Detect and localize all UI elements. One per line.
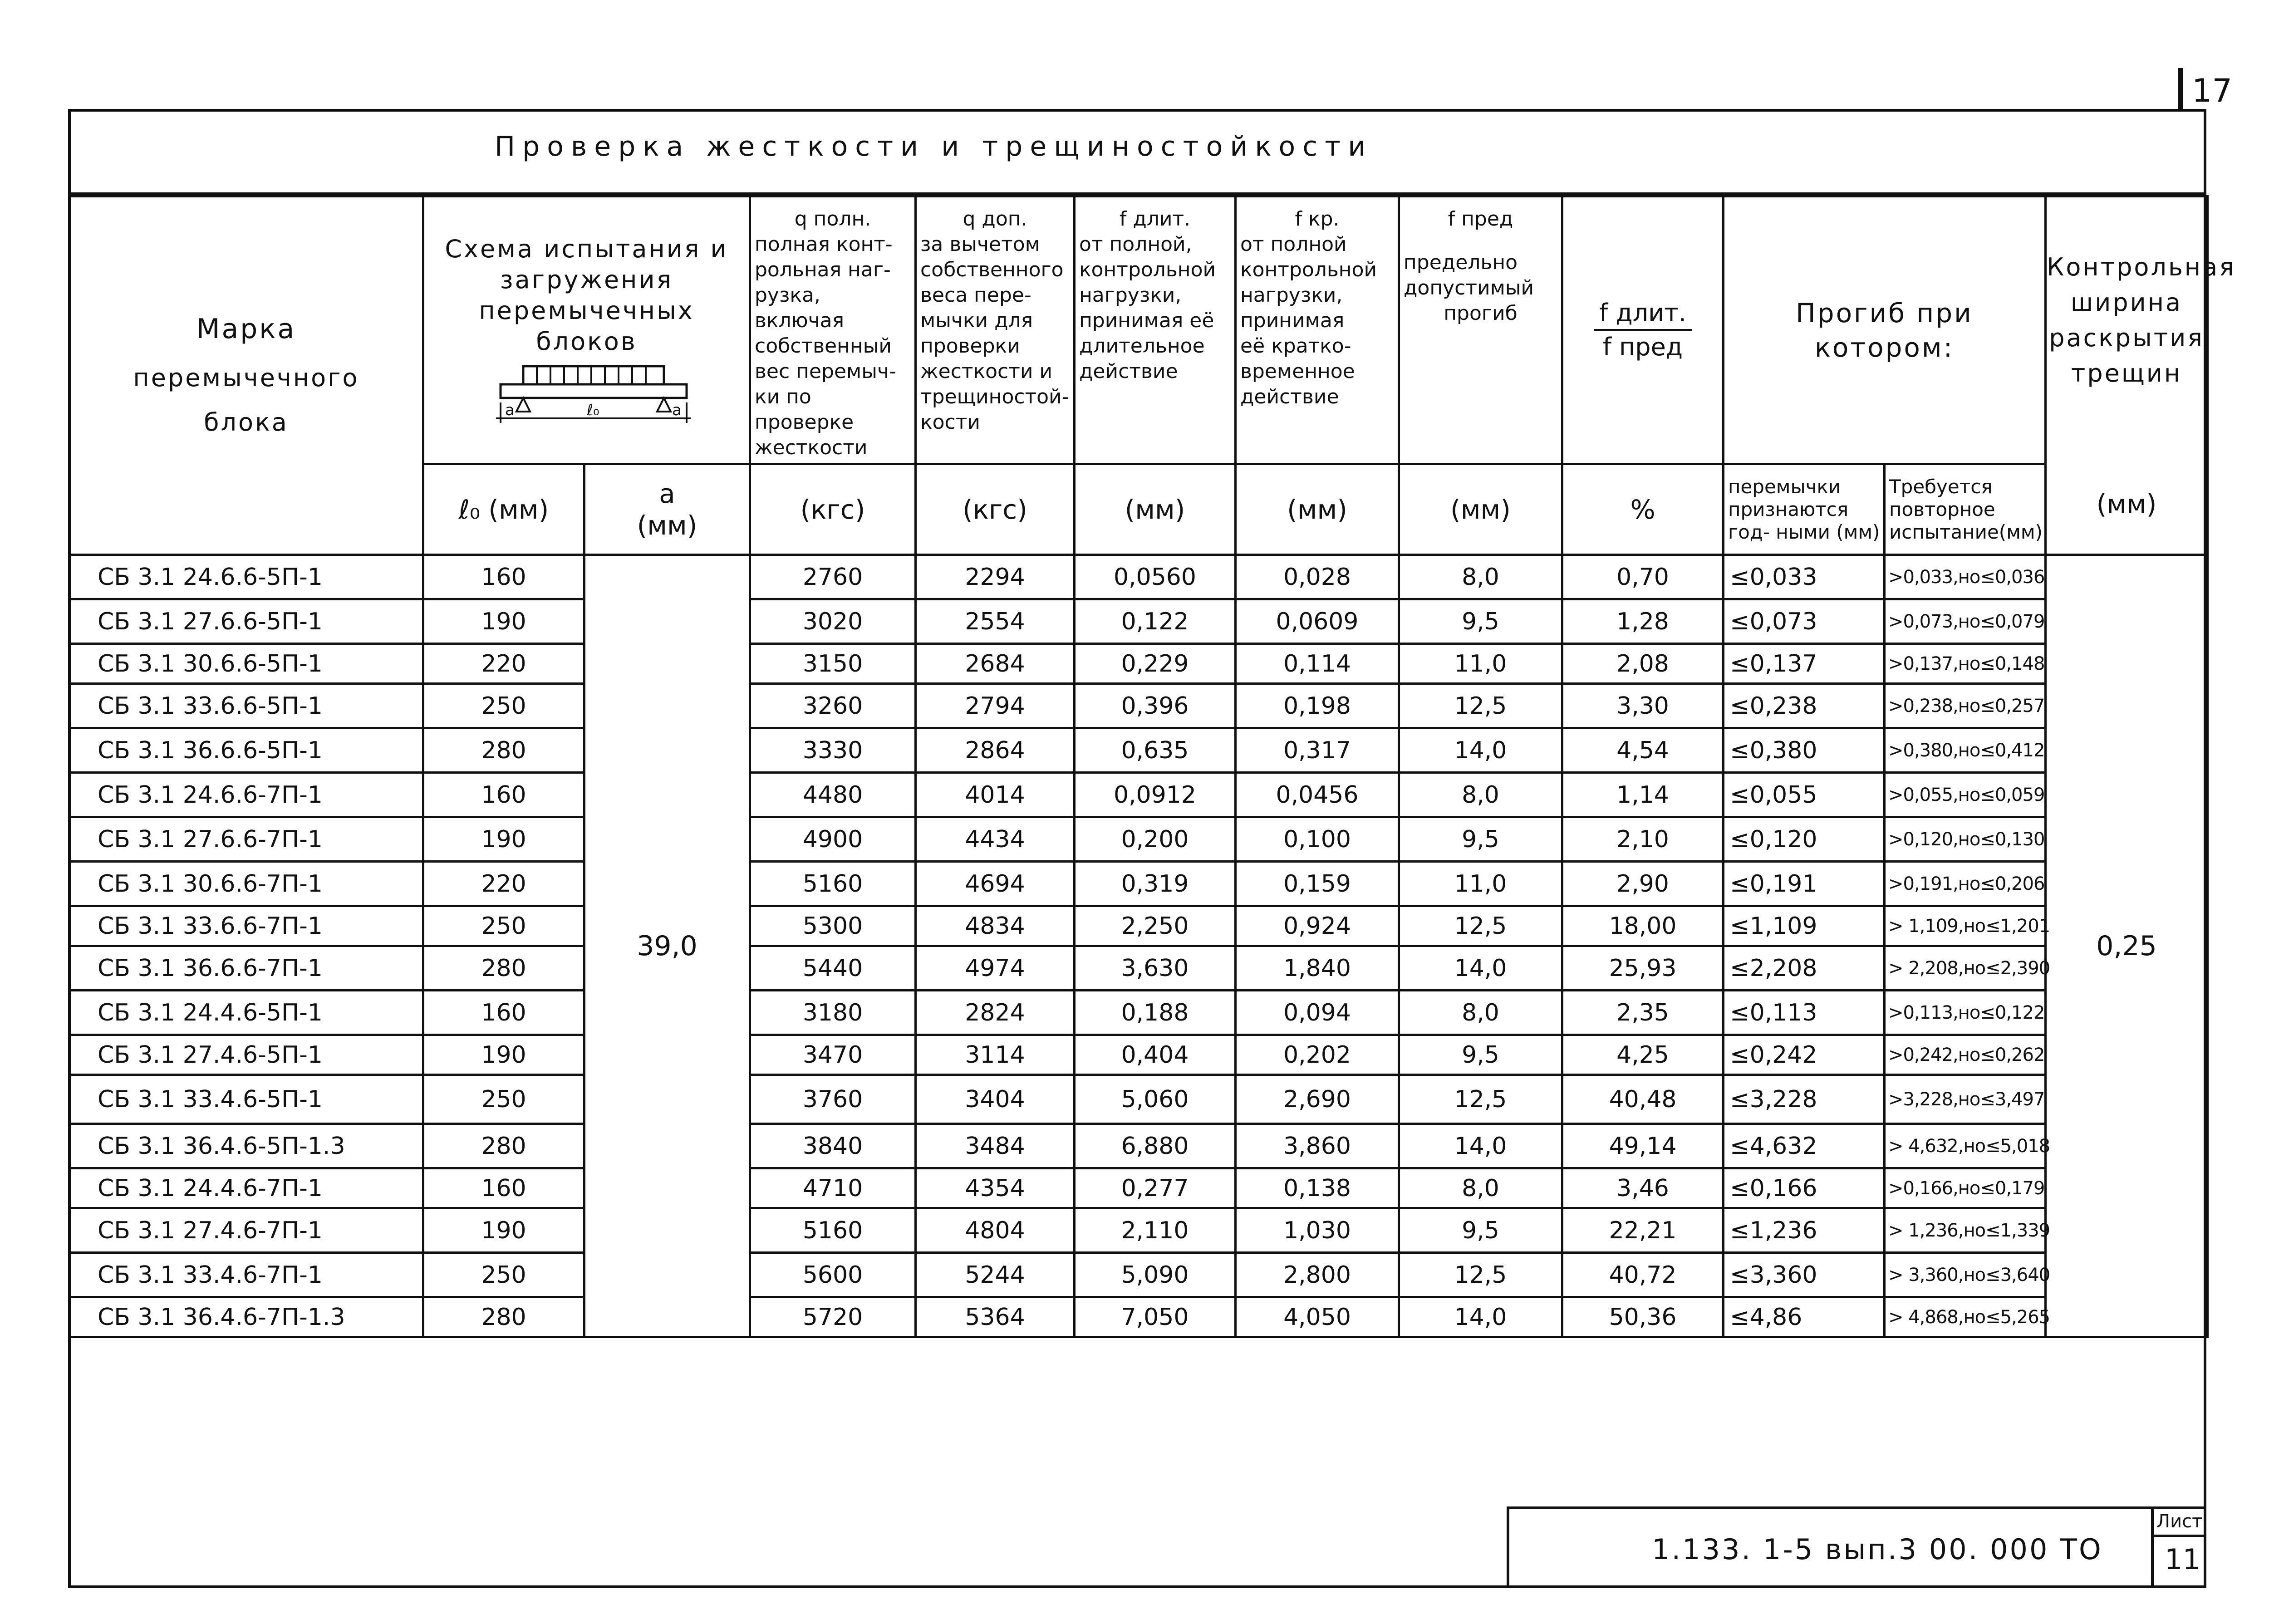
cell-f-limit: 14,0 <box>1399 1297 1562 1337</box>
cell-q-full: 3470 <box>750 1035 916 1075</box>
cell-q-full: 5160 <box>750 1208 916 1253</box>
cell-f-short: 0,317 <box>1236 728 1399 773</box>
crack-line2: ширина <box>2070 288 2183 317</box>
cell-accepted: ≤3,360 <box>1724 1253 1885 1297</box>
cell-retest: > 1,109,но≤1,201 <box>1885 906 2046 946</box>
cell-lo: 250 <box>423 684 584 728</box>
cell-retest: >0,120,но≤0,130 <box>1885 817 2046 862</box>
accepted-header: перемычки признаются год- ными (мм) <box>1724 464 1885 555</box>
cell-retest: >0,191,но≤0,206 <box>1885 862 2046 906</box>
q-full-header <box>750 196 916 464</box>
cell-ratio: 3,46 <box>1562 1168 1724 1208</box>
sheet-value: 11 <box>2165 1543 2200 1576</box>
cell-f-limit: 8,0 <box>1399 991 1562 1035</box>
crack-header <box>2046 196 2236 555</box>
f-limit-unit: (мм) <box>1399 464 1562 555</box>
f-short-line6: временное <box>1240 360 1355 383</box>
cell-f-limit: 12,5 <box>1399 1253 1562 1297</box>
q-full-line2: рольная наг- <box>755 258 891 281</box>
cell-q-full: 3330 <box>750 728 916 773</box>
cell-q-add: 2554 <box>916 599 1075 644</box>
cell-q-add: 3404 <box>916 1075 1075 1124</box>
cell-mark: СБ 3.1 24.6.6-7П-1 <box>69 773 423 817</box>
mark-header <box>69 196 423 555</box>
f-short-line3: нагрузки, <box>1240 284 1343 307</box>
cell-f-limit: 14,0 <box>1399 1124 1562 1168</box>
document-title: Проверка жесткости и трещиностойкости <box>495 131 1373 162</box>
loading-scheme-icon <box>469 362 705 430</box>
ratio-header <box>1562 196 1724 464</box>
cell-lo: 250 <box>423 1075 584 1124</box>
cell-mark: СБ 3.1 30.6.6-5П-1 <box>69 644 423 684</box>
f-long-header <box>1075 196 1236 464</box>
cell-f-long: 0,277 <box>1075 1168 1236 1208</box>
cell-f-short: 0,0456 <box>1236 773 1399 817</box>
cell-retest: > 2,208,но≤2,390 <box>1885 946 2046 991</box>
table-row <box>69 946 2208 991</box>
cell-lo: 160 <box>423 1168 584 1208</box>
cell-mark: СБ 3.1 33.4.6-5П-1 <box>69 1075 423 1124</box>
cell-ratio: 50,36 <box>1562 1297 1724 1337</box>
crack-line1: Контрольная <box>2047 253 2236 281</box>
ratio-fraction <box>1594 297 1692 363</box>
f-short-line2: контрольной <box>1240 258 1377 281</box>
cell-f-short: 4,050 <box>1236 1297 1399 1337</box>
cell-q-full: 3760 <box>750 1075 916 1124</box>
cell-f-long: 0,188 <box>1075 991 1236 1035</box>
cell-f-long: 0,319 <box>1075 862 1236 906</box>
table-row <box>69 684 2208 728</box>
cell-ratio: 2,90 <box>1562 862 1724 906</box>
cell-retest: > 4,632,но≤5,018 <box>1885 1124 2046 1168</box>
f-long-line6: действие <box>1079 360 1178 383</box>
cell-retest: >0,137,но≤0,148 <box>1885 644 2046 684</box>
cell-q-full: 4480 <box>750 773 916 817</box>
cell-accepted: ≤0,191 <box>1724 862 1885 906</box>
table-row <box>69 555 2208 599</box>
ratio-denominator: f пред <box>1602 333 1683 361</box>
cell-f-limit: 9,5 <box>1399 1208 1562 1253</box>
cell-q-full: 3840 <box>750 1124 916 1168</box>
table-row <box>69 817 2208 862</box>
cell-accepted: ≤1,236 <box>1724 1208 1885 1253</box>
cell-q-full: 5300 <box>750 906 916 946</box>
cell-f-long: 0,122 <box>1075 599 1236 644</box>
f-long-line2: контрольной <box>1079 258 1216 281</box>
table-row <box>69 862 2208 906</box>
cell-f-limit: 8,0 <box>1399 555 1562 599</box>
cell-q-full: 2760 <box>750 555 916 599</box>
cell-mark: СБ 3.1 36.6.6-5П-1 <box>69 728 423 773</box>
crack-unit: (мм) <box>2096 489 2157 520</box>
deflection-header <box>1724 196 2046 464</box>
cell-mark: СБ 3.1 30.6.6-7П-1 <box>69 862 423 906</box>
f-limit-header <box>1399 196 1562 464</box>
table-row <box>69 1075 2208 1124</box>
cell-lo: 220 <box>423 644 584 684</box>
cell-retest: >0,055,но≤0,059 <box>1885 773 2046 817</box>
cell-f-long: 0,396 <box>1075 684 1236 728</box>
f-limit-line2: допустимый <box>1404 276 1534 299</box>
q-add-line4: мычки для <box>920 309 1033 332</box>
cell-f-short: 0,924 <box>1236 906 1399 946</box>
cell-retest: >0,073,но≤0,079 <box>1885 599 2046 644</box>
cell-f-long: 7,050 <box>1075 1297 1236 1337</box>
cell-f-short: 1,840 <box>1236 946 1399 991</box>
cell-f-short: 0,100 <box>1236 817 1399 862</box>
mark-header-line3: блока <box>204 407 289 437</box>
q-add-line7: трещиностой- <box>920 385 1069 408</box>
table-row <box>69 1208 2208 1253</box>
cell-f-limit: 11,0 <box>1399 862 1562 906</box>
cell-ratio: 2,35 <box>1562 991 1724 1035</box>
cell-f-long: 0,635 <box>1075 728 1236 773</box>
q-add-line5: проверки <box>920 334 1020 358</box>
cell-f-limit: 8,0 <box>1399 1168 1562 1208</box>
cell-accepted: ≤0,073 <box>1724 599 1885 644</box>
cell-ratio: 0,70 <box>1562 555 1724 599</box>
f-long-symbol: f длит. <box>1119 207 1191 231</box>
cell-f-long: 0,0912 <box>1075 773 1236 817</box>
cell-lo: 190 <box>423 1035 584 1075</box>
q-full-line4: собственный <box>755 334 892 358</box>
cell-mark: СБ 3.1 33.6.6-7П-1 <box>69 906 423 946</box>
cell-f-limit: 12,5 <box>1399 684 1562 728</box>
cell-lo: 280 <box>423 728 584 773</box>
cell-ratio: 4,25 <box>1562 1035 1724 1075</box>
mark-header-line1: Марка <box>196 313 296 345</box>
a-value-cell: 39,0 <box>584 555 750 1337</box>
sheet-number: 17 <box>2192 72 2233 109</box>
cell-lo: 280 <box>423 1124 584 1168</box>
cell-ratio: 25,93 <box>1562 946 1724 991</box>
cell-f-short: 0,198 <box>1236 684 1399 728</box>
q-add-symbol: q доп. <box>963 207 1027 231</box>
cell-f-short: 0,0609 <box>1236 599 1399 644</box>
f-limit-symbol: f пред <box>1448 207 1513 231</box>
stiffness-table <box>68 195 2236 1338</box>
cell-ratio: 3,30 <box>1562 684 1724 728</box>
cell-retest: >0,033,но≤0,036 <box>1885 555 2046 599</box>
cell-retest: > 4,868,но≤5,265 <box>1885 1297 2046 1337</box>
cell-retest: >0,113,но≤0,122 <box>1885 991 2046 1035</box>
crack-line4: трещин <box>2071 359 2182 388</box>
cell-accepted: ≤0,055 <box>1724 773 1885 817</box>
q-full-line7: жесткости <box>755 436 868 459</box>
cell-ratio: 18,00 <box>1562 906 1724 946</box>
ratio-unit: % <box>1562 464 1724 555</box>
cell-f-short: 2,690 <box>1236 1075 1399 1124</box>
f-long-line5: длительное <box>1079 334 1205 358</box>
cell-f-limit: 9,5 <box>1399 817 1562 862</box>
cell-lo: 250 <box>423 1253 584 1297</box>
q-add-line2: собственного <box>920 258 1064 281</box>
cell-ratio: 1,28 <box>1562 599 1724 644</box>
cell-q-add: 2294 <box>916 555 1075 599</box>
cell-f-limit: 14,0 <box>1399 946 1562 991</box>
cell-mark: СБ 3.1 36.4.6-7П-1.3 <box>69 1297 423 1337</box>
table-row <box>69 991 2208 1035</box>
q-add-line1: за вычетом <box>920 233 1040 256</box>
cell-ratio: 2,08 <box>1562 644 1724 684</box>
cell-f-short: 0,094 <box>1236 991 1399 1035</box>
cell-f-long: 5,090 <box>1075 1253 1236 1297</box>
cell-f-limit: 9,5 <box>1399 599 1562 644</box>
cell-accepted: ≤1,109 <box>1724 906 1885 946</box>
cell-q-add: 2864 <box>916 728 1075 773</box>
table-body <box>69 555 2208 1337</box>
a-unit: a (мм) <box>584 464 750 555</box>
cell-mark: СБ 3.1 36.6.6-7П-1 <box>69 946 423 991</box>
ratio-numerator: f длит. <box>1594 297 1692 331</box>
crack-title <box>2047 252 2236 389</box>
cell-f-long: 0,200 <box>1075 817 1236 862</box>
cell-q-add: 2824 <box>916 991 1075 1035</box>
cell-q-full: 5600 <box>750 1253 916 1297</box>
cell-ratio: 22,21 <box>1562 1208 1724 1253</box>
cell-q-add: 2794 <box>916 684 1075 728</box>
cell-ratio: 49,14 <box>1562 1124 1724 1168</box>
cell-ratio: 4,54 <box>1562 728 1724 773</box>
f-short-unit: (мм) <box>1236 464 1399 555</box>
q-full-unit: (кгс) <box>750 464 916 555</box>
cell-q-add: 5244 <box>916 1253 1075 1297</box>
cell-lo: 190 <box>423 817 584 862</box>
cell-lo: 160 <box>423 991 584 1035</box>
cell-accepted: ≤4,632 <box>1724 1124 1885 1168</box>
cell-ratio: 40,48 <box>1562 1075 1724 1124</box>
cell-f-long: 0,229 <box>1075 644 1236 684</box>
q-full-line3: рузка, включая <box>755 284 845 332</box>
f-long-unit: (мм) <box>1075 464 1236 555</box>
cell-f-short: 3,860 <box>1236 1124 1399 1168</box>
cell-accepted: ≤0,238 <box>1724 684 1885 728</box>
cell-f-long: 0,0560 <box>1075 555 1236 599</box>
cell-lo: 280 <box>423 1297 584 1337</box>
scheme-title: Схема испытания и загружения перемычечных блоков <box>445 235 728 356</box>
cell-accepted: ≤4,86 <box>1724 1297 1885 1337</box>
table-row <box>69 906 2208 946</box>
cell-f-short: 1,030 <box>1236 1208 1399 1253</box>
sheet-label-rule <box>2151 1535 2206 1537</box>
table-row <box>69 644 2208 684</box>
cell-q-add: 4354 <box>916 1168 1075 1208</box>
cell-q-full: 3150 <box>750 644 916 684</box>
table-row <box>69 728 2208 773</box>
table-row <box>69 1124 2208 1168</box>
cell-q-add: 4804 <box>916 1208 1075 1253</box>
svg-text:ℓ₀: ℓ₀ <box>586 401 599 419</box>
cell-ratio: 2,10 <box>1562 817 1724 862</box>
crack-line3: раскрытия <box>2049 324 2204 352</box>
cell-mark: СБ 3.1 24.4.6-7П-1 <box>69 1168 423 1208</box>
cell-q-add: 5364 <box>916 1297 1075 1337</box>
cell-lo: 160 <box>423 555 584 599</box>
cell-lo: 190 <box>423 599 584 644</box>
mark-header-line2: перемычечного <box>133 363 359 392</box>
cell-mark: СБ 3.1 27.4.6-5П-1 <box>69 1035 423 1075</box>
cell-f-limit: 12,5 <box>1399 1075 1562 1124</box>
q-full-line6: ки по проверке <box>755 385 854 434</box>
f-short-header <box>1236 196 1399 464</box>
q-full-symbol: q полн. <box>794 207 871 231</box>
q-add-line3: веса пере- <box>920 284 1031 307</box>
cell-q-full: 3180 <box>750 991 916 1035</box>
cell-lo: 280 <box>423 946 584 991</box>
f-long-line4: принимая её <box>1079 309 1214 332</box>
stamp-divider <box>2151 1506 2154 1588</box>
cell-mark: СБ 3.1 36.4.6-5П-1.3 <box>69 1124 423 1168</box>
table-row <box>69 773 2208 817</box>
cell-q-add: 3484 <box>916 1124 1075 1168</box>
cell-f-short: 0,028 <box>1236 555 1399 599</box>
cell-q-full: 5440 <box>750 946 916 991</box>
cell-f-short: 0,159 <box>1236 862 1399 906</box>
sheet-number-rule <box>2178 68 2183 109</box>
cell-ratio: 1,14 <box>1562 773 1724 817</box>
cell-mark: СБ 3.1 27.6.6-7П-1 <box>69 817 423 862</box>
cell-q-add: 2684 <box>916 644 1075 684</box>
cell-ratio: 40,72 <box>1562 1253 1724 1297</box>
cell-accepted: ≤3,228 <box>1724 1075 1885 1124</box>
f-short-line5: её кратко- <box>1240 334 1351 358</box>
f-limit-line3: прогиб <box>1444 302 1518 325</box>
f-short-line1: от полной <box>1240 233 1347 256</box>
cell-q-full: 4710 <box>750 1168 916 1208</box>
q-add-header <box>916 196 1075 464</box>
lo-unit: ℓ₀ (мм) <box>423 464 584 555</box>
f-short-line4: принимая <box>1240 309 1345 332</box>
cell-lo: 190 <box>423 1208 584 1253</box>
cell-mark: СБ 3.1 33.6.6-5П-1 <box>69 684 423 728</box>
q-add-unit: (кгс) <box>916 464 1075 555</box>
cell-f-short: 0,114 <box>1236 644 1399 684</box>
q-add-line8: кости <box>920 411 980 434</box>
cell-f-limit: 9,5 <box>1399 1035 1562 1075</box>
cell-q-add: 4834 <box>916 906 1075 946</box>
cell-q-add: 3114 <box>916 1035 1075 1075</box>
svg-text:a: a <box>672 401 682 419</box>
cell-f-short: 0,138 <box>1236 1168 1399 1208</box>
cell-q-full: 5720 <box>750 1297 916 1337</box>
f-long-line3: нагрузки, <box>1079 284 1182 307</box>
document-code: 1.133. 1-5 вып.3 00. 000 ТО <box>1652 1533 2103 1566</box>
cell-f-long: 0,404 <box>1075 1035 1236 1075</box>
table-row <box>69 1168 2208 1208</box>
cell-mark: СБ 3.1 27.6.6-5П-1 <box>69 599 423 644</box>
cell-f-long: 2,110 <box>1075 1208 1236 1253</box>
cell-f-long: 6,880 <box>1075 1124 1236 1168</box>
cell-q-full: 3020 <box>750 599 916 644</box>
cell-f-long: 2,250 <box>1075 906 1236 946</box>
cell-mark: СБ 3.1 33.4.6-7П-1 <box>69 1253 423 1297</box>
cell-accepted: ≤0,033 <box>1724 555 1885 599</box>
cell-f-long: 5,060 <box>1075 1075 1236 1124</box>
cell-q-full: 3260 <box>750 684 916 728</box>
cell-accepted: ≤0,113 <box>1724 991 1885 1035</box>
crack-value-cell: 0,25 <box>2046 555 2208 1337</box>
table-row <box>69 599 2208 644</box>
cell-q-add: 4974 <box>916 946 1075 991</box>
cell-q-full: 5160 <box>750 862 916 906</box>
q-full-line5: вес перемыч- <box>755 360 896 383</box>
cell-retest: >0,238,но≤0,257 <box>1885 684 2046 728</box>
f-short-line7: действие <box>1240 385 1339 408</box>
cell-retest: > 3,360,но≤3,640 <box>1885 1253 2046 1297</box>
cell-accepted: ≤2,208 <box>1724 946 1885 991</box>
cell-f-limit: 14,0 <box>1399 728 1562 773</box>
cell-accepted: ≤0,120 <box>1724 817 1885 862</box>
cell-mark: СБ 3.1 27.4.6-7П-1 <box>69 1208 423 1253</box>
f-limit-line1: предельно <box>1404 251 1518 274</box>
table-row <box>69 1035 2208 1075</box>
cell-retest: >0,166,но≤0,179 <box>1885 1168 2046 1208</box>
cell-mark: СБ 3.1 24.6.6-5П-1 <box>69 555 423 599</box>
table-row <box>69 1297 2208 1337</box>
cell-accepted: ≤0,242 <box>1724 1035 1885 1075</box>
q-full-line1: полная конт- <box>755 233 893 256</box>
cell-q-add: 4014 <box>916 773 1075 817</box>
sheet-label: Лист <box>2156 1511 2203 1532</box>
cell-accepted: ≤0,137 <box>1724 644 1885 684</box>
retest-header: Требуется повторное испытание(мм) <box>1885 464 2046 555</box>
cell-lo: 250 <box>423 906 584 946</box>
cell-f-short: 2,800 <box>1236 1253 1399 1297</box>
svg-text:a: a <box>505 401 515 419</box>
cell-f-long: 3,630 <box>1075 946 1236 991</box>
deflection-title: Прогиб при котором: <box>1796 297 1973 363</box>
cell-accepted: ≤0,166 <box>1724 1168 1885 1208</box>
cell-q-add: 4694 <box>916 862 1075 906</box>
cell-retest: >0,242,но≤0,262 <box>1885 1035 2046 1075</box>
cell-lo: 160 <box>423 773 584 817</box>
cell-q-add: 4434 <box>916 817 1075 862</box>
cell-f-limit: 12,5 <box>1399 906 1562 946</box>
scheme-header <box>423 196 750 464</box>
cell-f-limit: 11,0 <box>1399 644 1562 684</box>
q-add-line6: жесткости и <box>920 360 1053 383</box>
cell-accepted: ≤0,380 <box>1724 728 1885 773</box>
cell-retest: > 1,236,но≤1,339 <box>1885 1208 2046 1253</box>
cell-retest: >0,380,но≤0,412 <box>1885 728 2046 773</box>
cell-f-short: 0,202 <box>1236 1035 1399 1075</box>
cell-retest: >3,228,но≤3,497 <box>1885 1075 2046 1124</box>
cell-f-limit: 8,0 <box>1399 773 1562 817</box>
cell-mark: СБ 3.1 24.4.6-5П-1 <box>69 991 423 1035</box>
cell-lo: 220 <box>423 862 584 906</box>
f-long-line1: от полной, <box>1079 233 1192 256</box>
cell-q-full: 4900 <box>750 817 916 862</box>
f-short-symbol: f кр. <box>1295 207 1340 231</box>
table-row <box>69 1253 2208 1297</box>
